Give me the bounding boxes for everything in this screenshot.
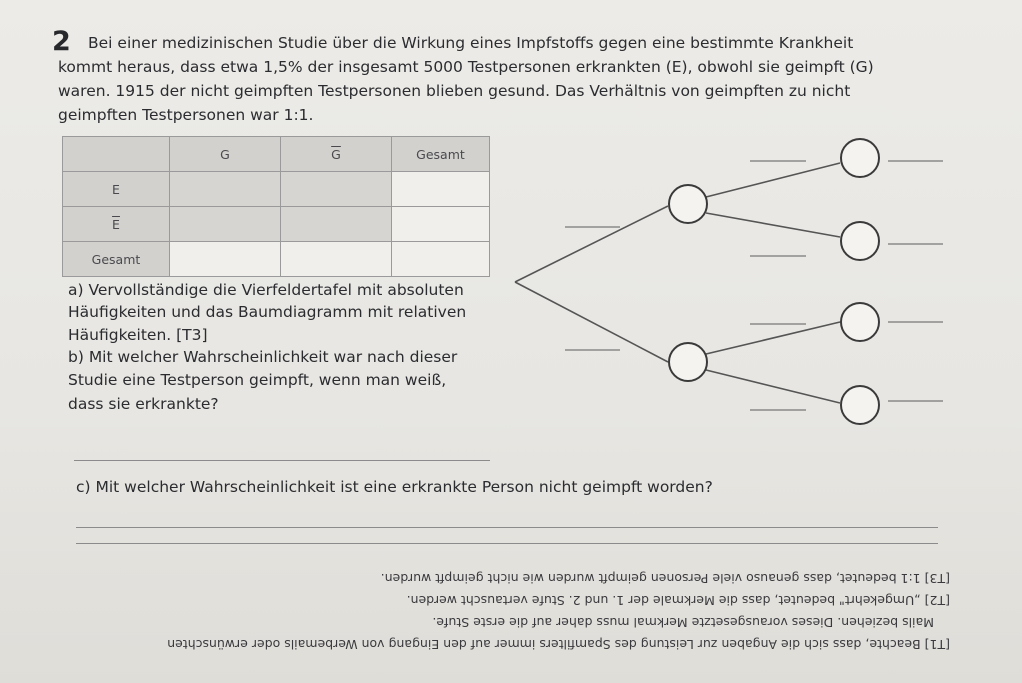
table-row-header-not-e: $\overline{E}$: [63, 207, 170, 242]
hint-t2: [T2] „Umgekehrt" bedeutet, dass die Merkmale der 1. und 2. Stufe vertauscht werden.: [406, 593, 950, 608]
table-row-header-total: Gesamt: [63, 242, 170, 277]
question-a-line-3: Häufigkeiten. [T3]: [68, 326, 208, 344]
tree-branch-2d: [706, 370, 840, 403]
upside-down-hints: [150, 545, 950, 655]
question-b-line-2: Studie eine Testperson geimpft, wenn man weiß,: [68, 371, 447, 389]
table-header-not-g: $\overline{G}$: [281, 137, 392, 172]
tree-node-stage2-3: [841, 303, 879, 341]
tree-branch-2b: [706, 213, 840, 237]
question-b-line-3: dass sie erkrankte?: [68, 395, 219, 413]
task-number: 2: [52, 26, 71, 57]
intro-line-4: geimpften Testpersonen war 1:1.: [58, 106, 314, 124]
tree-node-stage2-2: [841, 222, 879, 260]
table-row-header-e: E: [63, 172, 170, 207]
hint-t1-line-2: Mails beziehen. Dieses vorausgesetzte Merkmal muss daher auf die erste Stufe.: [432, 615, 934, 630]
intro-line-1: Bei einer medizinischen Studie über die Wirkung eines Impfstoffs gegen eine bestimmte Krankheit: [88, 34, 854, 52]
tree-node-stage2-1: [841, 139, 879, 177]
question-b-line-1: b) Mit welcher Wahrscheinlichkeit war nach dieser: [68, 348, 458, 366]
question-a-line-2: Häufigkeiten und das Baumdiagramm mit relativen: [68, 303, 467, 321]
tree-branch-2c: [706, 322, 840, 354]
tree-node-stage1-bottom: [669, 343, 707, 381]
tree-branch-1a: [515, 206, 668, 282]
question-c: c) Mit welcher Wahrscheinlichkeit ist eine erkrankte Person nicht geimpft worden?: [76, 478, 713, 496]
intro-line-3: waren. 1915 der nicht geimpften Testpersonen blieben gesund. Das Verhältnis von geimpften zu nicht: [58, 82, 851, 100]
table-header-g: G: [170, 137, 281, 172]
hint-t3: [T3] 1:1 bedeutet, dass genauso viele Personen geimpft wurden wie nicht geimpft wurden.: [380, 571, 950, 586]
tree-node-stage2-4: [841, 386, 879, 424]
hint-t1-line-1: [T1] Beachte, dass sich die Angaben zur Leistung des Spamfilters immer auf den Eingang von Werbemails oder erwünschten: [167, 637, 950, 652]
question-a-line-1: a) Vervollständige die Vierfeldertafel mit absoluten: [68, 281, 464, 299]
tree-branch-2a: [706, 163, 840, 197]
table-header-total: Gesamt: [392, 137, 490, 172]
intro-line-2: kommt heraus, dass etwa 1,5% der insgesamt 5000 Testpersonen erkrankten (E), obwohl sie geimpft (G): [58, 58, 874, 76]
tree-node-stage1-top: [669, 185, 707, 223]
